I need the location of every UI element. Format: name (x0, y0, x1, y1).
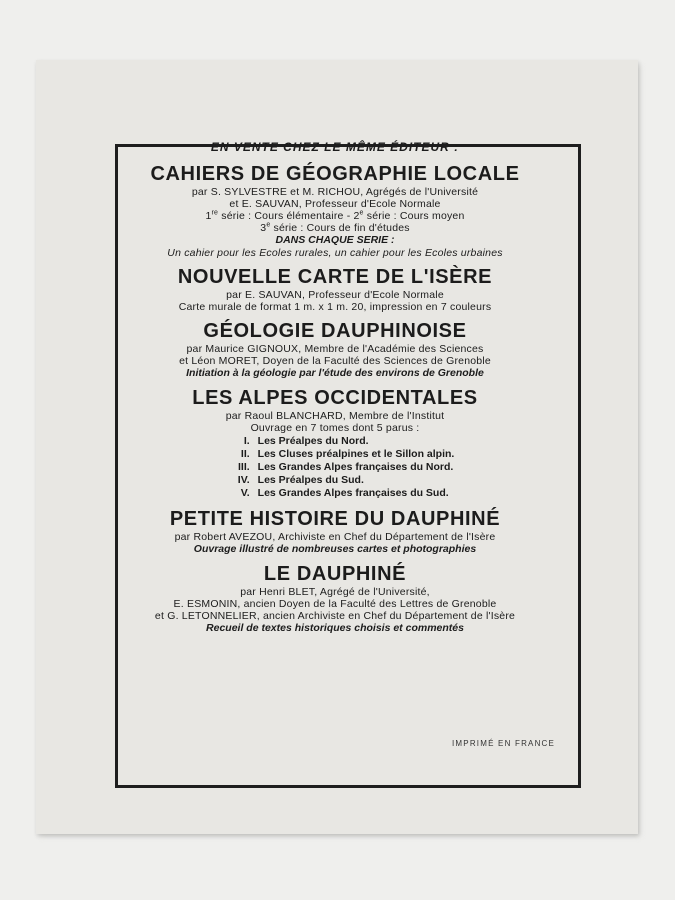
tome-list (216, 435, 455, 500)
description-line: Initiation à la géologie par l'étude des environs de Grenoble (186, 367, 484, 379)
book-histoire (34, 507, 636, 556)
tome-number: I. (243, 435, 250, 447)
tome-item (216, 474, 455, 487)
series-description: Un cahier pour les Ecoles rurales, un cahier pour les Ecoles urbaines (167, 247, 503, 259)
book-alpes (34, 386, 636, 501)
book-title: LES ALPES OCCIDENTALES (192, 387, 478, 409)
tome-label: Les Grandes Alpes françaises du Sud. (257, 487, 449, 499)
book-carte (34, 265, 636, 313)
author-line: par Maurice GIGNOUX, Membre de l'Académie des Sciences (186, 343, 484, 355)
series-line: 3e série : Cours de fin d'études (260, 221, 410, 234)
tome-item (216, 448, 455, 461)
series-note: DANS CHAQUE SERIE : (275, 234, 395, 246)
header-title: EN VENTE CHEZ LE MÊME ÉDITEUR : (210, 140, 460, 154)
author-line: et E. SAUVAN, Professeur d'Ecole Normale (229, 198, 441, 210)
book-title: GÉOLOGIE DAUPHINOISE (203, 320, 467, 342)
book-geologie (34, 319, 636, 380)
description-line: Recueil de textes historiques choisis et commentés (206, 622, 464, 634)
tome-label: Les Cluses préalpines et le Sillon alpin. (257, 448, 455, 460)
description-line: Ouvrage en 7 tomes dont 5 parus : (250, 422, 420, 434)
description-line: Ouvrage illustré de nombreuses cartes et photographies (193, 543, 477, 555)
author-line: E. ESMONIN, ancien Doyen de la Faculté des Lettres de Grenoble (173, 598, 497, 610)
tome-number: V. (240, 487, 250, 499)
tome-item (216, 435, 455, 448)
book-title: PETITE HISTOIRE DU DAUPHINÉ (169, 508, 501, 530)
tome-item (216, 487, 455, 500)
author-line: et Léon MORET, Doyen de la Faculté des Sciences de Grenoble (179, 355, 491, 367)
tome-number: III. (238, 461, 250, 473)
book-cahiers (34, 162, 636, 259)
series-line: 1re série : Cours élémentaire - 2e série : Cours moyen (205, 209, 465, 222)
book-back-cover (36, 60, 638, 834)
author-line: par E. SAUVAN, Professeur d'Ecole Normale (226, 289, 444, 301)
tome-label: Les Préalpes du Nord. (257, 435, 369, 447)
book-dauphine (34, 562, 636, 635)
tome-number: II. (240, 448, 250, 460)
description-line: Carte murale de format 1 m. x 1 m. 20, impression en 7 couleurs (178, 301, 492, 313)
author-line: par Henri BLET, Agrégé de l'Université, (240, 586, 430, 598)
tome-item (216, 461, 455, 474)
author-line: par S. SYLVESTRE et M. RICHOU, Agrégés de l'Université (191, 186, 479, 198)
book-title: CAHIERS DE GÉOGRAPHIE LOCALE (150, 163, 520, 185)
tome-label: Les Préalpes du Sud. (257, 474, 364, 486)
author-line: et G. LETONNELIER, ancien Archiviste en Chef du Département de l'Isère (154, 610, 516, 622)
tome-label: Les Grandes Alpes françaises du Nord. (257, 461, 454, 473)
tome-number: IV. (237, 474, 250, 486)
author-line: par Robert AVEZOU, Archiviste en Chef du Département de l'Isère (174, 531, 496, 543)
printed-in-france: IMPRIMÉ EN FRANCE (452, 739, 556, 748)
book-title: LE DAUPHINÉ (263, 563, 407, 585)
book-title: NOUVELLE CARTE DE L'ISÈRE (177, 266, 493, 288)
publisher-list (34, 140, 636, 635)
author-line: par Raoul BLANCHARD, Membre de l'Institut (225, 410, 445, 422)
